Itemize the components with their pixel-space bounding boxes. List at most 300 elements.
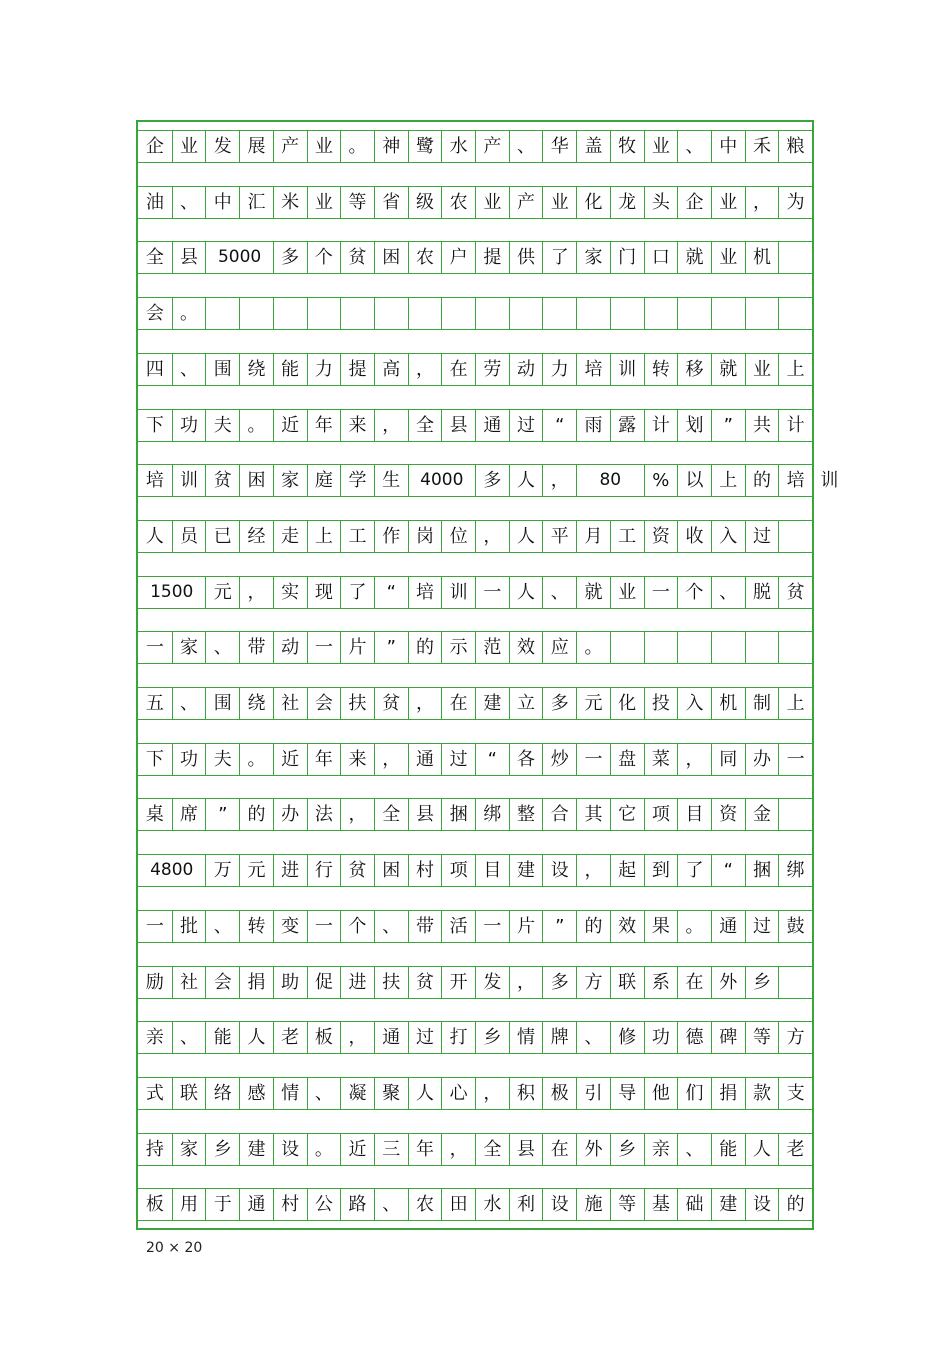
grid-cell: 、 <box>542 577 576 608</box>
grid-cell: 作 <box>374 521 408 552</box>
grid-cell: 、 <box>172 1022 206 1053</box>
grid-cell <box>542 298 576 329</box>
grid-cell: 机 <box>711 688 745 719</box>
grid-cell: 一 <box>576 744 610 775</box>
grid-cell: 联 <box>610 967 644 998</box>
grid-cell: 一 <box>778 744 812 775</box>
grid-cell: 老 <box>273 1022 307 1053</box>
grid-cell: 省 <box>374 187 408 218</box>
grid-cell: 行 <box>307 855 341 886</box>
grid-cell <box>610 298 644 329</box>
grid-cell: 入 <box>711 521 745 552</box>
grid-cell: 80 <box>576 465 643 496</box>
grid-cell: 转 <box>644 354 678 385</box>
grid-cell: 通 <box>408 744 442 775</box>
grid-cell: 、 <box>172 688 206 719</box>
grid-cell: 范 <box>475 632 509 663</box>
grid-cell: 设 <box>273 1134 307 1165</box>
grid-cell: 产 <box>509 187 543 218</box>
grid-cell <box>677 632 711 663</box>
grid-cell: 业 <box>172 131 206 162</box>
grid-cell: 效 <box>509 632 543 663</box>
grid-cell: 进 <box>273 855 307 886</box>
grid-cell: 果 <box>644 911 678 942</box>
grid-cell: 化 <box>610 688 644 719</box>
grid-cell: 于 <box>205 1189 239 1220</box>
grid-cell: 。 <box>307 1134 341 1165</box>
grid-cell: 产 <box>475 131 509 162</box>
grid-cell: 功 <box>172 744 206 775</box>
grid-cell: 全 <box>374 799 408 830</box>
grid-cell: 的 <box>778 1189 812 1220</box>
grid-cell: 训 <box>812 465 846 496</box>
grid-cell: 引 <box>576 1078 610 1109</box>
grid-cell: “ <box>542 410 576 441</box>
grid-cell: 多 <box>273 242 307 273</box>
grid-cell: 全 <box>475 1134 509 1165</box>
grid-cell: 业 <box>711 187 745 218</box>
grid-cell: 其 <box>576 799 610 830</box>
grid-row <box>138 687 812 720</box>
grid-cell: 个 <box>677 577 711 608</box>
grid-cell: ， <box>677 744 711 775</box>
grid-cell: 项 <box>644 799 678 830</box>
grid-cell: 能 <box>273 354 307 385</box>
grid-row <box>138 130 812 163</box>
grid-cell: 等 <box>610 1189 644 1220</box>
grid-row <box>138 631 812 664</box>
grid-cell: 5000 <box>205 242 272 273</box>
grid-cell: 过 <box>509 410 543 441</box>
grid-cell: 、 <box>576 1022 610 1053</box>
grid-row <box>138 798 812 831</box>
grid-cell: 德 <box>677 1022 711 1053</box>
grid-cell: ， <box>374 744 408 775</box>
grid-cell: 式 <box>145 1082 164 1104</box>
grid-cell: 、 <box>509 131 543 162</box>
grid-cell: 方 <box>576 967 610 998</box>
grid-cell: 批 <box>172 911 206 942</box>
grid-cell: 就 <box>677 242 711 273</box>
grid-cell: 神 <box>374 131 408 162</box>
grid-cell: 展 <box>239 131 273 162</box>
grid-cell: 活 <box>441 911 475 942</box>
grid-cell: ， <box>239 577 273 608</box>
grid-cell <box>778 967 812 998</box>
grid-cell: 投 <box>644 688 678 719</box>
grid-cell: 四 <box>145 358 164 380</box>
grid-cell: 过 <box>745 521 779 552</box>
grid-cell: 过 <box>745 911 779 942</box>
grid-cell: 困 <box>239 465 273 496</box>
grid-cell: 田 <box>441 1189 475 1220</box>
grid-cell: 来 <box>340 410 374 441</box>
grid-cell: 多 <box>542 688 576 719</box>
grid-cell: 龙 <box>610 187 644 218</box>
grid-cell: 、 <box>307 1078 341 1109</box>
grid-cell: 他 <box>644 1078 678 1109</box>
grid-cell: 雨 <box>576 410 610 441</box>
grid-cell: 、 <box>374 1189 408 1220</box>
grid-cell: 通 <box>711 911 745 942</box>
grid-cell: 元 <box>205 577 239 608</box>
grid-cell: 础 <box>677 1189 711 1220</box>
grid-cell: 训 <box>441 577 475 608</box>
grid-cell: 在 <box>677 967 711 998</box>
grid-cell: ， <box>374 410 408 441</box>
grid-cell: 平 <box>542 521 576 552</box>
grid-cell: 就 <box>711 354 745 385</box>
grid-cell: 绕 <box>239 354 273 385</box>
grid-cell: 设 <box>542 1189 576 1220</box>
grid-cell: 发 <box>205 131 239 162</box>
grid-cell: 盖 <box>576 131 610 162</box>
grid-cell: 上 <box>778 688 812 719</box>
grid-cell: 路 <box>340 1189 374 1220</box>
grid-cell: 。 <box>677 911 711 942</box>
grid-cell: 经 <box>239 521 273 552</box>
grid-cell: 它 <box>610 799 644 830</box>
grid-cell: 外 <box>576 1134 610 1165</box>
grid-cell: ， <box>441 1134 475 1165</box>
grid-cell: 通 <box>475 410 509 441</box>
grid-cell: 走 <box>273 521 307 552</box>
grid-cell: 、 <box>205 911 239 942</box>
grid-cell: 收 <box>677 521 711 552</box>
grid-cell: 外 <box>711 967 745 998</box>
grid-cell: 培 <box>408 577 442 608</box>
grid-cell: 在 <box>441 354 475 385</box>
grid-cell: ， <box>475 521 509 552</box>
grid-cell: 。 <box>340 131 374 162</box>
grid-cell: 乡 <box>205 1134 239 1165</box>
grid-cell: 社 <box>273 688 307 719</box>
grid-cell: “ <box>374 577 408 608</box>
grid-cell: 牌 <box>542 1022 576 1053</box>
grid-cell: 到 <box>644 855 678 886</box>
grid-cell: 起 <box>610 855 644 886</box>
grid-cell: 年 <box>307 410 341 441</box>
grid-cell: 近 <box>340 1134 374 1165</box>
grid-cell: 绑 <box>475 799 509 830</box>
manuscript-grid <box>136 120 839 1230</box>
grid-cell: 家 <box>576 242 610 273</box>
grid-cell: 的 <box>576 911 610 942</box>
grid-cell: ， <box>576 855 610 886</box>
grid-cell: 办 <box>273 799 307 830</box>
grid-cell: 进 <box>340 967 374 998</box>
grid-cell: 公 <box>307 1189 341 1220</box>
grid-cell <box>441 298 475 329</box>
grid-cell: 办 <box>745 744 779 775</box>
grid-cell <box>475 298 509 329</box>
grid-cell: 修 <box>610 1022 644 1053</box>
grid-cell: 贫 <box>374 688 408 719</box>
grid-cell <box>509 298 543 329</box>
grid-cell: 情 <box>509 1022 543 1053</box>
grid-cell: ， <box>408 688 442 719</box>
grid-cell: 。 <box>239 410 273 441</box>
grid-cell: 就 <box>576 577 610 608</box>
grid-cell: 近 <box>273 410 307 441</box>
grid-cell: 整 <box>509 799 543 830</box>
grid-cell: 上 <box>307 521 341 552</box>
grid-cell: 万 <box>205 855 239 886</box>
grid-cell: 人 <box>145 525 164 547</box>
grid-cell: 水 <box>475 1189 509 1220</box>
grid-cell: “ <box>711 855 745 886</box>
grid-cell: 户 <box>441 242 475 273</box>
grid-cell: 下 <box>145 414 164 436</box>
grid-cell: 米 <box>273 187 307 218</box>
grid-cell: 学 <box>340 465 374 496</box>
grid-cell: 一 <box>145 915 164 937</box>
grid-cell: 板 <box>145 1194 164 1216</box>
grid-cell: 4000 <box>408 465 475 496</box>
grid-cell: 化 <box>576 187 610 218</box>
grid-cell: 建 <box>711 1189 745 1220</box>
grid-cell: 款 <box>745 1078 779 1109</box>
grid-cell: 为 <box>778 187 812 218</box>
grid-cell: 现 <box>307 577 341 608</box>
grid-cell: 训 <box>610 354 644 385</box>
grid-cell: 功 <box>172 410 206 441</box>
grid-cell: 炒 <box>542 744 576 775</box>
grid-cell <box>205 298 239 329</box>
grid-cell: 多 <box>475 465 509 496</box>
grid-cell: 元 <box>576 688 610 719</box>
grid-cell: 油 <box>145 191 164 213</box>
grid-cell: 训 <box>172 465 206 496</box>
grid-cell: 会 <box>205 967 239 998</box>
grid-cell: 施 <box>576 1189 610 1220</box>
grid-cell: 绑 <box>778 855 812 886</box>
grid-cell: 华 <box>542 131 576 162</box>
grid-row <box>138 1188 812 1221</box>
grid-cell: 情 <box>273 1078 307 1109</box>
grid-cell: 会 <box>307 688 341 719</box>
grid-cell: 支 <box>778 1078 812 1109</box>
grid-cell: 鹭 <box>408 131 442 162</box>
grid-cell: 业 <box>542 187 576 218</box>
grid-cell: 扶 <box>340 688 374 719</box>
grid-cell: 、 <box>205 632 239 663</box>
grid-cell: 中 <box>711 131 745 162</box>
grid-cell: 实 <box>273 577 307 608</box>
grid-cell: 人 <box>509 465 543 496</box>
grid-cell: 禾 <box>745 131 779 162</box>
grid-cell: ” <box>542 911 576 942</box>
grid-cell <box>778 632 812 663</box>
grid-cell <box>711 632 745 663</box>
grid-cell: 亲 <box>644 1134 678 1165</box>
grid-row <box>138 854 812 887</box>
grid-cell: 了 <box>677 855 711 886</box>
grid-cell: ” <box>205 799 239 830</box>
grid-cell: 水 <box>441 131 475 162</box>
grid-cell: 以 <box>677 465 711 496</box>
grid-cell: 乡 <box>745 967 779 998</box>
grid-cell: 、 <box>677 131 711 162</box>
grid-cell: 下 <box>145 748 164 770</box>
grid-cell: ， <box>408 354 442 385</box>
grid-cell: 的 <box>239 799 273 830</box>
grid-cell: 。 <box>172 298 206 329</box>
grid-cell: 一 <box>145 637 164 659</box>
grid-cell: 县 <box>441 410 475 441</box>
grid-cell: 培 <box>778 465 812 496</box>
grid-cell: 夫 <box>205 410 239 441</box>
grid-cell: 贫 <box>408 967 442 998</box>
grid-cell: 席 <box>172 799 206 830</box>
grid-cell: 已 <box>205 521 239 552</box>
grid-cell: 在 <box>542 1134 576 1165</box>
grid-cell: 个 <box>340 911 374 942</box>
grid-cell: 贫 <box>340 242 374 273</box>
grid-cell: 桌 <box>145 804 164 826</box>
grid-cell: 用 <box>172 1189 206 1220</box>
grid-cell: 生 <box>374 465 408 496</box>
grid-cell: 的 <box>745 465 779 496</box>
grid-cell: 上 <box>711 465 745 496</box>
grid-cell: 业 <box>745 354 779 385</box>
grid-cell: 捆 <box>441 799 475 830</box>
grid-cell: 在 <box>441 688 475 719</box>
grid-row <box>138 1021 812 1054</box>
grid-cell: ” <box>374 632 408 663</box>
grid-cell: 村 <box>273 1189 307 1220</box>
grid-cell: 了 <box>542 242 576 273</box>
grid-cell: 鼓 <box>778 911 812 942</box>
grid-cell: 一 <box>475 911 509 942</box>
grid-cell: 多 <box>542 967 576 998</box>
grid-cell: 村 <box>408 855 442 886</box>
grid-cell: 板 <box>307 1022 341 1053</box>
grid-cell <box>711 298 745 329</box>
grid-cell: 开 <box>441 967 475 998</box>
grid-cell: 全 <box>408 410 442 441</box>
grid-cell: 庭 <box>307 465 341 496</box>
grid-cell: 五 <box>145 693 164 714</box>
grid-cell: 全 <box>145 247 164 269</box>
grid-cell: 脱 <box>745 577 779 608</box>
grid-cell: 企 <box>677 187 711 218</box>
grid-cell: 级 <box>408 187 442 218</box>
grid-cell: 亲 <box>145 1027 164 1049</box>
grid-cell: 贫 <box>778 577 812 608</box>
grid-row <box>138 520 812 553</box>
grid-cell: 业 <box>711 242 745 273</box>
grid-cell: 业 <box>610 577 644 608</box>
grid-cell: 转 <box>239 911 273 942</box>
grid-cell: 了 <box>340 577 374 608</box>
grid-cell: 力 <box>542 354 576 385</box>
grid-row <box>138 966 812 999</box>
grid-cell: 提 <box>475 242 509 273</box>
grid-cell <box>239 298 273 329</box>
grid-row <box>138 241 812 274</box>
grid-cell: 积 <box>509 1078 543 1109</box>
grid-cell: 带 <box>239 632 273 663</box>
grid-cell: 企 <box>145 136 164 157</box>
grid-cell: 一 <box>644 577 678 608</box>
grid-cell <box>778 521 812 552</box>
grid-cell <box>576 298 610 329</box>
grid-cell: ” <box>711 410 745 441</box>
grid-cell: 碑 <box>711 1022 745 1053</box>
grid-cell: 示 <box>441 632 475 663</box>
grid-cell: 联 <box>172 1078 206 1109</box>
grid-cell: 建 <box>475 688 509 719</box>
grid-row <box>138 743 812 776</box>
grid-cell: 方 <box>778 1022 812 1053</box>
grid-cell <box>778 799 812 830</box>
grid-cell <box>644 632 678 663</box>
grid-cell: 移 <box>677 354 711 385</box>
grid-cell: 片 <box>340 632 374 663</box>
grid-cell: 金 <box>745 799 779 830</box>
grid-cell <box>273 298 307 329</box>
grid-cell: 工 <box>340 521 374 552</box>
grid-row <box>138 186 812 219</box>
grid-cell <box>340 298 374 329</box>
grid-cell: 贫 <box>205 465 239 496</box>
grid-cell: 捐 <box>711 1078 745 1109</box>
grid-cell: 聚 <box>374 1078 408 1109</box>
grid-cell: 。 <box>239 744 273 775</box>
grid-cell <box>778 298 812 329</box>
grid-cell <box>644 298 678 329</box>
grid-cell: ， <box>340 799 374 830</box>
grid-cell: 年 <box>307 744 341 775</box>
grid-cell: 乡 <box>475 1022 509 1053</box>
grid-cell: 资 <box>644 521 678 552</box>
grid-cell: 。 <box>576 632 610 663</box>
grid-cell: 员 <box>172 521 206 552</box>
grid-cell: ， <box>542 465 576 496</box>
grid-cell: 目 <box>475 855 509 886</box>
grid-cell: 乡 <box>610 1134 644 1165</box>
grid-cell: 项 <box>441 855 475 886</box>
grid-cell: 应 <box>542 632 576 663</box>
grid-cell: 粮 <box>778 131 812 162</box>
grid-cell: “ <box>475 744 509 775</box>
grid-cell: 培 <box>145 470 164 492</box>
grid-cell: 入 <box>677 688 711 719</box>
grid-cell: 凝 <box>340 1078 374 1109</box>
grid-cell: 力 <box>307 354 341 385</box>
grid-cell: 提 <box>340 354 374 385</box>
grid-cell: 基 <box>644 1189 678 1220</box>
grid-cell: 业 <box>475 187 509 218</box>
grid-cell: 困 <box>374 855 408 886</box>
grid-cell: 会 <box>145 303 164 325</box>
grid-cell: 、 <box>711 577 745 608</box>
grid-cell: 利 <box>509 1189 543 1220</box>
grid-cell: 极 <box>542 1078 576 1109</box>
grid-cell: 功 <box>644 1022 678 1053</box>
grid-cell: 动 <box>509 354 543 385</box>
grid-cell: 励 <box>145 971 164 993</box>
grid-cell: 困 <box>374 242 408 273</box>
grid-cell: 效 <box>610 911 644 942</box>
grid-row <box>138 297 812 330</box>
grid-cell: 年 <box>408 1134 442 1165</box>
grid-cell: 发 <box>475 967 509 998</box>
grid-size-label: 20 × 20 <box>146 1240 203 1256</box>
grid-cell: 导 <box>610 1078 644 1109</box>
grid-cell: ， <box>340 1022 374 1053</box>
